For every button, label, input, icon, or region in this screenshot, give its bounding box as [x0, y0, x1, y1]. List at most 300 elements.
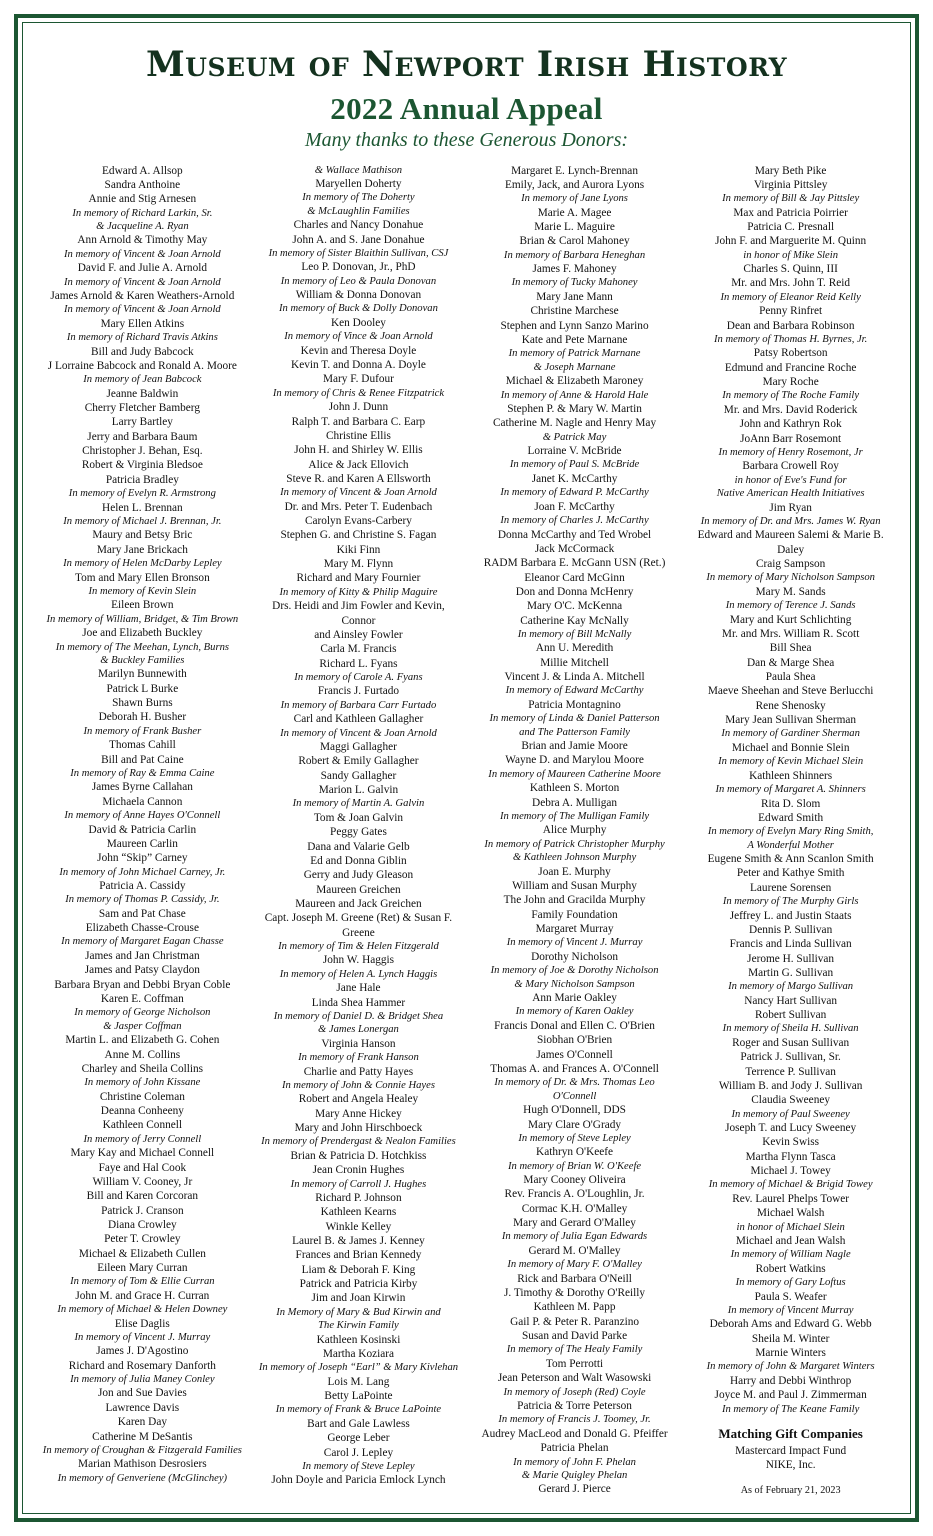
donor-entry: Native American Health Initiatives	[716, 488, 865, 500]
donor-entry: In memory of Bill McNally	[517, 628, 632, 640]
donor-entry: Peter T. Crowley	[104, 1233, 181, 1246]
appeal-subtitle: Many thanks to these Generous Donors:	[304, 128, 629, 151]
donor-entry: In memory of Helen A. Lynch Haggis	[279, 968, 438, 980]
donor-entry: Kathleen Shinners	[749, 769, 833, 782]
donor-entry: A Wonderful Mother	[747, 839, 834, 851]
donor-entry: Robert & Virginia Bledsoe	[81, 459, 203, 472]
donor-entry: RADM Barbara E. McGann USN (Ret.)	[483, 557, 666, 570]
donor-entry: Michael & Elizabeth Cullen	[78, 1247, 206, 1260]
donor-entry: In memory of Maureen Catherine Moore	[488, 768, 661, 780]
donor-entry: Robert & Emily Gallagher	[298, 755, 419, 768]
masthead	[40, 46, 893, 152]
donor-entry: Mary Clare O'Grady	[528, 1118, 622, 1131]
donor-entry: Dennis P. Sullivan	[749, 923, 833, 936]
donor-entry: In memory of Jerry Connell	[83, 1133, 202, 1145]
donor-entry: Michael J. Towey	[750, 1165, 831, 1178]
donor-entry: Gerard J. Pierce	[538, 1483, 611, 1496]
donor-entry: Mary M. Flynn	[323, 558, 394, 571]
donor-entry: Mary Anne Hickey	[315, 1107, 402, 1120]
donor-entry: Martha Flynn Tasca	[745, 1150, 836, 1163]
donor-entry: Rita D. Slom	[760, 797, 821, 810]
poster-content	[14, 14, 919, 1507]
donor-entry: In memory of Vincent & Joan Arnold	[64, 248, 221, 260]
donor-entry: Mary Cooney Oliveira	[523, 1174, 626, 1187]
donor-entry: In memory of John Michael Carney, Jr.	[59, 866, 226, 878]
donor-entry: Ann Marie Oakley	[532, 992, 617, 1005]
donor-entry: In memory of Thomas P. Cassidy, Jr.	[65, 894, 220, 906]
donor-entry: In memory of Prendergast & Nealon Families	[261, 1136, 456, 1148]
donor-entry: In memory of Karen Oakley	[515, 1006, 634, 1018]
donor-entry: Jean Peterson and Walt Wasowski	[497, 1372, 652, 1385]
donor-entry: Marie A. Magee	[537, 206, 612, 219]
donor-entry: Sandy Gallagher	[320, 769, 397, 782]
donor-entry: Hugh O'Donnell, DDS	[523, 1104, 626, 1117]
donor-entry: Patricia & Torre Peterson	[517, 1400, 632, 1413]
donor-column-2	[256, 164, 461, 1488]
donor-entry: Patsy Robertson	[753, 347, 828, 360]
donor-entry: Mary Jane Mann	[536, 290, 613, 303]
donor-entry: Stephen P. & Mary W. Martin	[507, 403, 642, 415]
donor-entry: Mary Ellen Atkins	[100, 317, 185, 330]
donor-entry: In memory of Paul S. McBride	[509, 459, 640, 471]
donor-entry: Kathleen M. Papp	[533, 1301, 616, 1314]
donor-entry: In memory of Frank & Bruce LaPointe	[275, 1404, 442, 1416]
donor-entry: Winkle Kelley	[325, 1220, 392, 1233]
donor-entry: Patrick J. Sullivan, Sr.	[740, 1051, 841, 1064]
donor-entry: Eileen Brown	[111, 599, 174, 612]
donor-entry: In memory of Barbara Heneghan	[503, 249, 646, 261]
donor-entry: Ann U. Meredith	[535, 642, 614, 655]
donor-entry: In memory of Mary Nicholson Sampson	[706, 572, 875, 584]
donor-entry: & Joseph Marnane	[533, 361, 616, 373]
matching-gift-entry: Mastercard Impact Fund	[735, 1445, 847, 1458]
donor-entry: In memory of Daniel D. & Bridget Shea	[273, 1010, 444, 1022]
donor-entry: James and Jan Christman	[85, 949, 200, 962]
donor-entry: Edward Smith	[758, 811, 824, 824]
donor-entry: In memory of The Doherty	[302, 192, 415, 204]
donor-entry: In memory of Sister Blaithin Sullivan, CSJ	[268, 247, 449, 259]
donor-entry: Robert Sullivan	[755, 1009, 827, 1022]
donor-entry: In memory of Charles J. McCarthy	[500, 515, 649, 527]
donor-entry: In memory of Evelyn Mary Ring Smith,	[707, 826, 874, 838]
donor-entry: In memory of The Murphy Girls	[722, 896, 859, 908]
donor-entry: In memory of Jean Babcock	[83, 374, 202, 386]
donor-entry: John A. and S. Jane Donahue	[292, 233, 425, 246]
donor-entry: In memory of Ray & Emma Caine	[70, 767, 215, 779]
donor-entry: Margaret E. Lynch-Brennan	[511, 164, 638, 177]
donor-entry: Diana Crowley	[108, 1218, 177, 1231]
donor-entry: In memory of The Meehan, Lynch, Burns	[55, 641, 229, 653]
donor-entry: Audrey MacLeod and Donald G. Pfeiffer	[481, 1427, 668, 1440]
donor-entry: Francis and Linda Sullivan	[729, 938, 852, 951]
donor-entry: Mary and Kurt Schlichting	[729, 613, 852, 626]
donor-entry: Ed and Donna Giblin	[310, 854, 407, 867]
donor-entry: Laurel B. & James J. Kenney	[292, 1235, 425, 1248]
donor-entry: In memory of Vincent & Joan Arnold	[64, 304, 221, 316]
donor-entry: Rick and Barbara O'Neill	[517, 1272, 632, 1285]
donor-entry: Bill Shea	[769, 642, 812, 655]
donor-entry: In memory of Michael & Brigid Towey	[708, 1179, 873, 1191]
donor-entry: JoAnn Barr Rosemont	[740, 432, 842, 445]
donor-entry: Carolyn Evans-Carbery	[304, 515, 412, 528]
donor-entry: In memory of Vincent Murray	[727, 1304, 854, 1316]
donor-entry: Shawn Burns	[112, 697, 173, 710]
donor-entry: & Marie Quigley Phelan	[521, 1469, 628, 1481]
donor-entry: Stephen G. and Christine S. Fagan	[280, 529, 437, 542]
donor-entry: Rev. Laurel Phelps Tower	[732, 1192, 850, 1205]
donor-entry: Francis J. Furtado	[317, 685, 400, 698]
donor-entry: In memory of Anne & Harold Hale	[500, 389, 649, 401]
donor-entry: In memory of The Mulligan Family	[499, 810, 650, 822]
donor-entry: In memory of Croughan & Fitzgerald Families	[42, 1444, 242, 1456]
donor-entry: Maureen and Jack Greichen	[295, 897, 422, 910]
donor-entry: Charlie and Patty Hayes	[303, 1065, 414, 1078]
donor-entry: Thomas Cahill	[108, 739, 176, 752]
donor-entry: Marie L. Maguire	[534, 220, 615, 233]
donor-entry: In memory of Michael J. Brennan, Jr.	[63, 515, 222, 527]
donor-entry: Eugene Smith & Ann Scanlon Smith	[707, 853, 874, 866]
donor-entry: In memory of Tucky Mahoney	[511, 277, 638, 289]
donor-entry: Elizabeth Chasse-Crouse	[85, 922, 199, 935]
donor-entry: Jon and Sue Davies	[97, 1387, 187, 1400]
donor-entry: The Kirwin Family	[318, 1320, 399, 1332]
donor-entry: Kathleen S. Morton	[529, 782, 620, 795]
donor-entry: Betty LaPointe	[324, 1390, 393, 1403]
donor-entry: In memory of Tim & Helen Fitzgerald	[278, 940, 439, 952]
donor-entry: Anne M. Collins	[104, 1048, 181, 1061]
donor-entry: Mary Kay and Michael Connell	[70, 1147, 215, 1160]
donor-entry: Sheila M. Winter	[751, 1332, 830, 1345]
donor-entry: Kate and Pete Marnane	[521, 333, 628, 346]
donor-entry: Marian Mathison Desrosiers	[78, 1458, 207, 1471]
donor-entry: In memory of Julia Egan Edwards	[501, 1231, 648, 1243]
donor-entry: Leo P. Donovan, Jr., PhD	[301, 261, 416, 274]
donor-entry: In memory of Martin A. Galvin	[292, 798, 425, 810]
donor-entry: Faye and Hal Cook	[98, 1161, 187, 1174]
donor-entry: Karen Day	[117, 1416, 167, 1429]
donor-entry: Kiki Finn	[336, 543, 381, 556]
donor-entry: J. Timothy & Dorothy O'Reilly	[504, 1287, 646, 1300]
donor-entry: Roger and Susan Sullivan	[732, 1036, 850, 1049]
donor-entry: In memory of Brian W. O'Keefe	[508, 1160, 642, 1172]
donor-entry: Mary M. Sands	[755, 585, 826, 598]
donor-entry: Brian & Carol Mahoney	[519, 235, 630, 248]
donor-entry: Robert Watkins	[755, 1262, 826, 1275]
donor-entry: Patricia A. Cassidy	[99, 880, 186, 892]
donor-entry: Catherine M. Nagle and Henry May	[492, 417, 657, 430]
donor-entry: In memory of Carroll J. Hughes	[290, 1178, 427, 1190]
donor-entry: Debra A. Mulligan	[532, 796, 618, 809]
donor-entry: Alice Murphy	[542, 824, 607, 837]
donor-entry: Kevin T. and Donna A. Doyle	[291, 359, 426, 372]
donor-entry: Penny Rinfret	[759, 305, 823, 318]
donor-entry: Joan E. Murphy	[538, 865, 611, 878]
donor-entry: In memory of Sheila H. Sullivan	[722, 1023, 859, 1035]
donor-column-1	[40, 164, 245, 1486]
donor-entry: In memory of Tom & Ellie Curran	[70, 1276, 215, 1288]
donor-entry: In memory of Buck & Dolly Donovan	[279, 303, 438, 315]
donor-entry: William and Susan Murphy	[512, 880, 637, 892]
donor-entry: Harry and Debbi Winthrop	[729, 1374, 852, 1387]
donor-entry: Linda Shea Hammer	[311, 996, 406, 1009]
donor-entry: In memory of John Kissane	[84, 1077, 201, 1089]
donor-entry: In memory of Edward McCarthy	[505, 685, 644, 697]
donor-entry: Kathryn O'Keefe	[536, 1146, 614, 1159]
donor-entry: Christopher J. Behan, Esq.	[82, 445, 203, 458]
donor-entry: Bill and Judy Babcock	[91, 345, 194, 358]
donor-entry: Marilyn Bunnewith	[97, 668, 187, 681]
donor-entry: Ann Arnold & Timothy May	[77, 234, 208, 247]
donor-entry: In memory of John F. Phelan	[513, 1456, 636, 1468]
donor-entry: Mary F. Dufour	[322, 373, 394, 386]
donor-entry: In memory of Vincent J. Murray	[74, 1331, 211, 1343]
donor-entry: Virginia Pittsley	[753, 178, 828, 191]
donor-entry: In memory of Margaret Eagan Chasse	[61, 936, 224, 948]
donor-entry: Stephen and Lynn Sanzo Marino	[500, 319, 649, 332]
donor-entry: Brian and Jamie Moore	[521, 740, 628, 753]
donor-entry: Paula S. Weafer	[754, 1290, 827, 1303]
donor-entry: Jerry and Barbara Baum	[87, 430, 198, 443]
donor-entry: Susan and David Parke	[521, 1330, 628, 1343]
donor-entry: Mary and John Hirschboeck	[294, 1122, 423, 1135]
donor-entry: Michael and Jean Walsh	[735, 1235, 846, 1248]
donor-entry: Martin G. Sullivan	[748, 966, 834, 979]
donor-entry: In memory of Steve Lepley	[518, 1132, 631, 1144]
donor-entry: Dana and Valarie Gelb	[307, 840, 410, 853]
donor-entry: John “Skip” Carney	[97, 852, 188, 865]
donor-entry: in honor of Michael Slein	[736, 1221, 845, 1233]
donor-entry: Patricia C. Presnall	[747, 220, 835, 233]
matching-gift-heading: Matching Gift Companies	[718, 1426, 863, 1442]
donor-entry: Kathleen Kearns	[320, 1206, 397, 1219]
donor-entry: Richard and Rosemary Danforth	[68, 1359, 216, 1372]
donor-entry: In memory of Frank Busher	[83, 725, 202, 737]
donor-entry: Kathleen Connell	[102, 1119, 183, 1132]
donor-entry: Maryellen Doherty	[315, 177, 402, 190]
donor-entry: In memory of Joe & Dorothy Nicholson	[490, 965, 659, 977]
donor-entry: In memory of The Roche Family	[722, 390, 860, 402]
donor-entry: John H. and Shirley W. Ellis	[294, 444, 423, 457]
donor-entry: Maeve Sheehan and Steve Berlucchi	[707, 685, 874, 698]
donor-entry: Carol J. Lepley	[323, 1446, 394, 1459]
donor-entry: Carl and Kathleen Gallagher	[293, 713, 424, 726]
donor-entry: Patricia Montagnino	[528, 698, 621, 711]
donor-entry: Gerry and Judy Gleason	[303, 869, 414, 882]
donor-entry: Millie Mitchell	[540, 656, 609, 669]
donor-entry: Emily, Jack, and Aurora Lyons	[504, 178, 645, 191]
donor-entry: Margaret Murray	[535, 923, 614, 936]
donor-entry: Marion L. Galvin	[318, 784, 399, 797]
donor-entry: Deanna Conheeny	[100, 1105, 184, 1118]
donor-entry: In memory of Bill & Jay Pittsley	[722, 193, 860, 205]
donor-entry: Siobhan O'Brien	[536, 1034, 613, 1047]
donor-entry: Barbara Crowell Roy	[742, 460, 839, 473]
donor-entry: James Arnold & Karen Weathers-Arnold	[50, 290, 235, 303]
donor-entry: John J. Dunn	[328, 401, 389, 414]
donor-entry: in honor of Eve's Fund for	[734, 474, 847, 486]
donor-entry: Christine Ellis	[325, 429, 391, 442]
donor-entry: Richard P. Johnson	[315, 1192, 402, 1204]
donor-entry: John W. Haggis	[322, 954, 395, 967]
donor-entry: Mary Jane Brickach	[96, 543, 188, 556]
donor-entry: In memory of Gardiner Sherman	[721, 728, 860, 740]
donor-entry: In memory of Joseph “Earl” & Mary Kivlehan	[258, 1362, 459, 1374]
donor-column-3	[472, 164, 677, 1497]
donor-entry: Kevin Swiss	[762, 1136, 820, 1149]
donor-entry: and The Patterson Family	[519, 726, 631, 738]
museum-title: Museum of Newport Irish History	[145, 44, 788, 85]
donor-entry: Joseph T. and Lucy Sweeney	[725, 1122, 857, 1135]
donor-entry: Rene Shenosky	[755, 699, 826, 712]
donor-entry: & Kathleen Johnson Murphy	[512, 852, 637, 864]
donor-entry: Peter and Kathye Smith	[736, 867, 845, 880]
donor-entry: Liam & Deborah F. King	[301, 1263, 416, 1276]
donor-entry: Barbara Bryan and Debbi Bryan Coble	[54, 978, 231, 991]
donor-entry: Ralph T. and Barbara C. Earp	[291, 415, 426, 428]
donor-entry: Edward and Maureen Salemi & Marie B. Daley	[697, 529, 884, 556]
donor-entry: John M. and Grace H. Curran	[75, 1289, 210, 1302]
donor-entry: James O'Connell	[536, 1048, 613, 1061]
donor-entry: In memory of Mary F. O'Malley	[507, 1259, 642, 1271]
donor-entry: Bill and Pat Caine	[101, 753, 184, 766]
donor-entry: In memory of Dr. & Mrs. Thomas Leo O'Connell	[494, 1077, 655, 1102]
donor-entry: Wayne D. and Marylou Moore	[505, 754, 644, 767]
donor-entry: Lorraine V. McBride	[527, 445, 622, 458]
donor-entry: William & Donna Donovan	[295, 289, 422, 302]
donor-entry: Catherine Kay McNally	[520, 614, 629, 627]
donor-entry: In memory of Vince & Joan Arnold	[284, 331, 433, 343]
donor-entry: In memory of Richard Larkin, Sr.	[72, 207, 213, 219]
donor-entry: Maury and Betsy Bric	[92, 529, 193, 542]
donor-entry: In memory of Helen McDarby Lepley	[63, 558, 222, 570]
donor-entry: In memory of Margo Sullivan	[728, 981, 854, 993]
donor-entry: Mr. and Mrs. William R. Scott	[721, 628, 860, 641]
donor-entry: In memory of Genveriene (McGlinchey)	[57, 1472, 228, 1484]
donor-entry: Kathleen Kosinski	[316, 1333, 401, 1346]
donor-entry: George Leber	[327, 1432, 390, 1445]
donor-entry: Craig Sampson	[755, 558, 826, 571]
donor-column-4	[688, 164, 893, 1496]
donor-entry: Elise Daglis	[114, 1317, 170, 1330]
donor-entry: Robert and Angela Healey	[298, 1093, 419, 1106]
donor-entry: Claudia Sweeney	[751, 1094, 831, 1107]
donor-entry: Tom & Joan Galvin	[313, 811, 404, 824]
donor-entry: Sam and Pat Chase	[98, 907, 186, 920]
donor-entry: Virginia Hanson	[321, 1037, 396, 1050]
donor-entry: In memory of Francis J. Toomey, Jr.	[498, 1414, 651, 1426]
donor-entry: Janet K. McCarthy	[531, 472, 618, 485]
donor-entry: In memory of Terence J. Sands	[725, 600, 856, 612]
donor-entry: in honor of Mike Slein	[743, 249, 839, 261]
donor-entry: Mary O'C. McKenna	[526, 600, 623, 613]
as-of-date: As of February 21, 2023	[740, 1484, 841, 1496]
donor-entry: James J. D'Agostino	[96, 1345, 189, 1358]
donor-entry: Edward A. Allsop	[102, 164, 183, 177]
donor-entry: Don and Donna McHenry	[515, 585, 634, 598]
donor-entry: Michael & Elizabeth Maroney	[505, 375, 644, 388]
donor-entry: Dean and Barbara Robinson	[726, 319, 855, 332]
donor-entry: Michaela Cannon	[102, 795, 183, 808]
donor-entry: In memory of Barbara Carr Furtado	[280, 699, 437, 711]
donor-entry: Annie and Stig Arnesen	[88, 193, 197, 206]
donor-entry: In memory of Chris & Renee Fitzpatrick	[272, 387, 445, 399]
donor-entry: Charles S. Quinn, III	[743, 263, 838, 276]
donor-entry: Mary Jean Sullivan Sherman	[725, 714, 857, 727]
donor-entry: In memory of Carole A. Fyans	[294, 671, 423, 683]
donor-entry: Mary Beth Pike	[754, 164, 827, 177]
donor-entry: In memory of William, Bridget, & Tim Brown	[46, 613, 239, 625]
donor-entry: Mr. and Mrs. John T. Reid	[731, 277, 851, 290]
donor-entry: Rev. Francis A. O'Loughlin, Jr.	[504, 1188, 645, 1201]
donor-entry: Joe and Elizabeth Buckley	[82, 627, 203, 640]
donor-entry: Catherine M DeSantis	[92, 1430, 193, 1443]
donor-entry: & Mary Nicholson Sampson	[514, 978, 635, 990]
donor-entry: David & Patricia Carlin	[88, 823, 197, 836]
donor-entry: Kevin and Theresa Doyle	[300, 344, 417, 357]
donor-entry: Jack McCormack	[534, 542, 615, 555]
donor-entry: Mary and Gerard O'Malley	[513, 1217, 636, 1230]
donor-entry: Edmund and Francine Roche	[724, 361, 857, 374]
donor-entry: Deborah Ams and Edward G. Webb	[709, 1318, 872, 1331]
donor-entry: In memory of Patrick Marnane	[508, 348, 641, 360]
donor-entry: Francis Donal and Ellen C. O'Brien	[494, 1019, 655, 1032]
donor-entry: Jean Cronin Hughes	[312, 1164, 405, 1177]
donor-entry: Patricia Phelan	[540, 1442, 609, 1455]
donor-entry: Mr. and Mrs. David Roderick	[723, 403, 858, 416]
donor-entry: Maureen Carlin	[106, 837, 178, 850]
donor-entry: In memory of William Nagle	[730, 1249, 851, 1261]
donor-entry: In memory of Dr. and Mrs. James W. Ryan	[700, 515, 881, 527]
donor-entry: Donna McCarthy and Ted Wrobel	[497, 528, 652, 541]
donor-entry: Carla M. Francis	[320, 643, 397, 656]
donor-entry: Patricia Bradley	[105, 473, 179, 486]
donor-entry: Peggy Gates	[330, 826, 387, 839]
donor-entry: Christine Marchese	[530, 305, 619, 318]
donor-entry: In memory of Vincent & Joan Arnold	[64, 276, 221, 288]
donor-entry: In memory of Vincent J. Murray	[506, 937, 643, 949]
donor-entry: In memory of Julia Maney Conley	[70, 1374, 215, 1386]
donor-entry: Sandra Anthoine	[104, 178, 181, 191]
donor-entry: Mary Roche	[762, 376, 819, 389]
donor-entry: & Wallace Mathison	[314, 164, 403, 176]
donor-entry: & Patrick May	[542, 431, 607, 443]
donor-entry: In memory of Kevin Slein	[88, 585, 197, 597]
donor-entry: Laurene Sorensen	[750, 881, 832, 894]
donor-entry: Marnie Winters	[755, 1347, 826, 1360]
donor-entry: Jeanne Baldwin	[106, 387, 179, 400]
donor-entry: Deborah H. Busher	[98, 711, 187, 724]
donor-entry: In memory of Patrick Christopher Murphy	[484, 838, 665, 850]
donor-entry: In memory of Joseph (Red) Coyle	[503, 1386, 646, 1398]
donor-entry: Capt. Joseph M. Greene (Ret) & Susan F. Greene	[264, 912, 453, 939]
donor-entry: Patrick L Burke	[106, 682, 179, 695]
donor-entry: In memory of Vincent & Joan Arnold	[280, 487, 437, 499]
donor-entry: James Byrne Callahan	[91, 781, 193, 794]
donor-entry: Larry Bartley	[111, 416, 173, 429]
donor-entry: Tom Perrotti	[545, 1357, 604, 1370]
donor-entry: Joyce M. and Paul J. Zimmerman	[714, 1389, 867, 1402]
donor-entry: In memory of Henry Rosemont, Jr	[718, 446, 863, 458]
donor-entry: In Memory of Mary & Bud Kirwin and	[276, 1306, 441, 1318]
donor-entry: Martha Koziara	[322, 1348, 395, 1360]
donor-entry: In memory of Thomas H. Byrnes, Jr.	[713, 333, 868, 345]
donor-entry: In memory of John & Connie Hayes	[281, 1079, 435, 1091]
donor-entry: Bart and Gale Lawless	[307, 1417, 410, 1430]
donor-entry: In memory of Frank Hanson	[298, 1052, 419, 1064]
donor-entry: Richard and Mary Fournier	[296, 572, 421, 585]
donor-entry: Jeffrey L. and Justin Staats	[729, 909, 852, 922]
donor-entry: Thomas A. and Frances A. O'Connell	[490, 1062, 659, 1075]
